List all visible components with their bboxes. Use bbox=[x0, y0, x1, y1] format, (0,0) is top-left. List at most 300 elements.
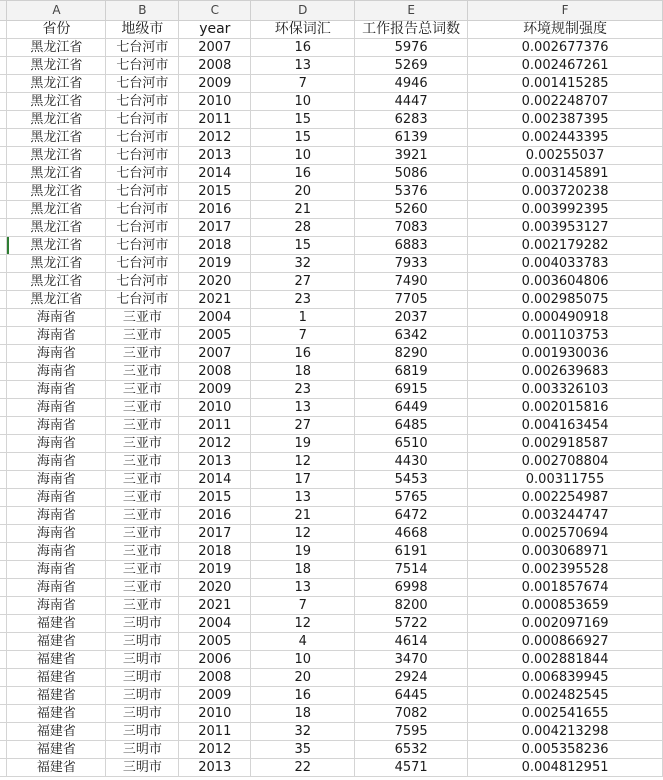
column-header-a[interactable]: A bbox=[7, 1, 106, 21]
cell-regulation[interactable]: 0.002097169 bbox=[468, 615, 663, 633]
cell-province[interactable]: 福建省 bbox=[7, 759, 106, 777]
cell-province[interactable]: 黑龙江省 bbox=[7, 39, 106, 57]
row-gutter[interactable] bbox=[0, 597, 7, 615]
cell-province[interactable]: 海南省 bbox=[7, 489, 106, 507]
cell-city[interactable]: 七台河市 bbox=[106, 201, 179, 219]
row-gutter[interactable] bbox=[0, 381, 7, 399]
cell-total-words[interactable]: 6445 bbox=[355, 687, 468, 705]
cell-regulation[interactable]: 0.003068971 bbox=[468, 543, 663, 561]
row-gutter[interactable] bbox=[0, 705, 7, 723]
row-gutter[interactable] bbox=[0, 543, 7, 561]
cell-env-words[interactable]: 17 bbox=[251, 471, 355, 489]
cell-city[interactable]: 七台河市 bbox=[106, 219, 179, 237]
cell-city[interactable]: 三明市 bbox=[106, 687, 179, 705]
row-gutter[interactable] bbox=[0, 615, 7, 633]
cell-header-total-words[interactable]: 工作报告总词数 bbox=[355, 21, 468, 39]
cell-city[interactable]: 三亚市 bbox=[106, 327, 179, 345]
cell-env-words[interactable]: 16 bbox=[251, 345, 355, 363]
cell-total-words[interactable]: 4571 bbox=[355, 759, 468, 777]
cell-env-words[interactable]: 19 bbox=[251, 435, 355, 453]
cell-province[interactable]: 海南省 bbox=[7, 309, 106, 327]
cell-env-words[interactable]: 20 bbox=[251, 669, 355, 687]
cell-province[interactable]: 海南省 bbox=[7, 435, 106, 453]
cell-regulation[interactable]: 0.002570694 bbox=[468, 525, 663, 543]
cell-regulation[interactable]: 0.002395528 bbox=[468, 561, 663, 579]
cell-city[interactable]: 三亚市 bbox=[106, 597, 179, 615]
cell-regulation[interactable]: 0.003326103 bbox=[468, 381, 663, 399]
cell-year[interactable]: 2010 bbox=[179, 399, 251, 417]
cell-year[interactable]: 2005 bbox=[179, 327, 251, 345]
cell-env-words[interactable]: 7 bbox=[251, 327, 355, 345]
row-gutter[interactable] bbox=[0, 723, 7, 741]
cell-env-words[interactable]: 28 bbox=[251, 219, 355, 237]
cell-regulation[interactable]: 0.003992395 bbox=[468, 201, 663, 219]
cell-city[interactable]: 三亚市 bbox=[106, 471, 179, 489]
cell-province[interactable]: 黑龙江省 bbox=[7, 111, 106, 129]
cell-header-year[interactable]: year bbox=[179, 21, 251, 39]
cell-regulation[interactable]: 0.003953127 bbox=[468, 219, 663, 237]
corner-cell[interactable] bbox=[0, 1, 7, 21]
cell-year[interactable]: 2017 bbox=[179, 525, 251, 543]
row-gutter[interactable] bbox=[0, 561, 7, 579]
row-gutter[interactable] bbox=[0, 291, 7, 309]
cell-province[interactable]: 海南省 bbox=[7, 525, 106, 543]
row-gutter[interactable] bbox=[0, 507, 7, 525]
cell-regulation[interactable]: 0.003720238 bbox=[468, 183, 663, 201]
cell-year[interactable]: 2011 bbox=[179, 723, 251, 741]
cell-province[interactable]: 黑龙江省 bbox=[7, 219, 106, 237]
cell-province[interactable]: 海南省 bbox=[7, 381, 106, 399]
row-gutter[interactable] bbox=[0, 93, 7, 111]
cell-year[interactable]: 2013 bbox=[179, 453, 251, 471]
cell-env-words[interactable]: 12 bbox=[251, 525, 355, 543]
row-gutter[interactable] bbox=[0, 219, 7, 237]
column-header-f[interactable]: F bbox=[468, 1, 663, 21]
cell-city[interactable]: 七台河市 bbox=[106, 255, 179, 273]
cell-regulation[interactable]: 0.00255037 bbox=[468, 147, 663, 165]
cell-env-words[interactable]: 23 bbox=[251, 381, 355, 399]
cell-regulation[interactable]: 0.000853659 bbox=[468, 597, 663, 615]
cell-regulation[interactable]: 0.004163454 bbox=[468, 417, 663, 435]
cell-province[interactable]: 福建省 bbox=[7, 633, 106, 651]
cell-year[interactable]: 2010 bbox=[179, 93, 251, 111]
cell-regulation[interactable]: 0.003244747 bbox=[468, 507, 663, 525]
row-gutter[interactable] bbox=[0, 183, 7, 201]
cell-province[interactable]: 海南省 bbox=[7, 561, 106, 579]
row-gutter[interactable] bbox=[0, 345, 7, 363]
row-gutter[interactable] bbox=[0, 759, 7, 777]
cell-province[interactable]: 福建省 bbox=[7, 741, 106, 759]
cell-year[interactable]: 2010 bbox=[179, 705, 251, 723]
cell-city[interactable]: 三明市 bbox=[106, 741, 179, 759]
cell-env-words[interactable]: 18 bbox=[251, 705, 355, 723]
cell-province[interactable]: 福建省 bbox=[7, 615, 106, 633]
cell-total-words[interactable]: 5376 bbox=[355, 183, 468, 201]
cell-total-words[interactable]: 7514 bbox=[355, 561, 468, 579]
cell-env-words[interactable]: 12 bbox=[251, 615, 355, 633]
cell-regulation[interactable]: 0.003145891 bbox=[468, 165, 663, 183]
cell-total-words[interactable]: 5722 bbox=[355, 615, 468, 633]
cell-city[interactable]: 三明市 bbox=[106, 669, 179, 687]
cell-regulation[interactable]: 0.002639683 bbox=[468, 363, 663, 381]
cell-total-words[interactable]: 6283 bbox=[355, 111, 468, 129]
cell-env-words[interactable]: 7 bbox=[251, 75, 355, 93]
cell-env-words[interactable]: 10 bbox=[251, 651, 355, 669]
cell-year[interactable]: 2015 bbox=[179, 489, 251, 507]
cell-year[interactable]: 2016 bbox=[179, 201, 251, 219]
cell-total-words[interactable]: 4614 bbox=[355, 633, 468, 651]
cell-total-words[interactable]: 6998 bbox=[355, 579, 468, 597]
cell-city[interactable]: 三明市 bbox=[106, 705, 179, 723]
cell-year[interactable]: 2006 bbox=[179, 651, 251, 669]
row-gutter[interactable] bbox=[0, 129, 7, 147]
cell-env-words[interactable]: 32 bbox=[251, 723, 355, 741]
cell-city[interactable]: 七台河市 bbox=[106, 237, 179, 255]
row-gutter[interactable] bbox=[0, 111, 7, 129]
row-gutter[interactable] bbox=[0, 741, 7, 759]
row-gutter[interactable] bbox=[0, 273, 7, 291]
cell-header-env-words[interactable]: 环保词汇 bbox=[251, 21, 355, 39]
cell-env-words[interactable]: 7 bbox=[251, 597, 355, 615]
cell-total-words[interactable]: 6472 bbox=[355, 507, 468, 525]
cell-total-words[interactable]: 5260 bbox=[355, 201, 468, 219]
cell-env-words[interactable]: 18 bbox=[251, 363, 355, 381]
cell-total-words[interactable]: 8200 bbox=[355, 597, 468, 615]
cell-city[interactable]: 七台河市 bbox=[106, 111, 179, 129]
cell-city[interactable]: 七台河市 bbox=[106, 129, 179, 147]
cell-city[interactable]: 三亚市 bbox=[106, 381, 179, 399]
cell-province[interactable]: 黑龙江省 bbox=[7, 93, 106, 111]
cell-total-words[interactable]: 5765 bbox=[355, 489, 468, 507]
cell-regulation[interactable]: 0.001857674 bbox=[468, 579, 663, 597]
cell-env-words[interactable]: 15 bbox=[251, 111, 355, 129]
cell-province[interactable]: 福建省 bbox=[7, 651, 106, 669]
row-gutter[interactable] bbox=[0, 417, 7, 435]
cell-total-words[interactable]: 6485 bbox=[355, 417, 468, 435]
cell-env-words[interactable]: 10 bbox=[251, 93, 355, 111]
cell-header-city[interactable]: 地级市 bbox=[106, 21, 179, 39]
column-header-e[interactable]: E bbox=[355, 1, 468, 21]
column-header-d[interactable]: D bbox=[251, 1, 355, 21]
cell-year[interactable]: 2013 bbox=[179, 759, 251, 777]
cell-regulation[interactable]: 0.004213298 bbox=[468, 723, 663, 741]
cell-year[interactable]: 2008 bbox=[179, 669, 251, 687]
cell-city[interactable]: 三明市 bbox=[106, 723, 179, 741]
cell-regulation[interactable]: 0.000490918 bbox=[468, 309, 663, 327]
cell-year[interactable]: 2011 bbox=[179, 417, 251, 435]
cell-env-words[interactable]: 13 bbox=[251, 399, 355, 417]
row-gutter[interactable] bbox=[0, 75, 7, 93]
cell-city[interactable]: 三亚市 bbox=[106, 489, 179, 507]
cell-total-words[interactable]: 2037 bbox=[355, 309, 468, 327]
cell-province[interactable]: 黑龙江省 bbox=[7, 183, 106, 201]
cell-year[interactable]: 2007 bbox=[179, 345, 251, 363]
cell-total-words[interactable]: 7082 bbox=[355, 705, 468, 723]
row-gutter[interactable] bbox=[0, 525, 7, 543]
cell-year[interactable]: 2014 bbox=[179, 471, 251, 489]
cell-year[interactable]: 2015 bbox=[179, 183, 251, 201]
cell-env-words[interactable]: 10 bbox=[251, 147, 355, 165]
cell-total-words[interactable]: 7595 bbox=[355, 723, 468, 741]
cell-total-words[interactable]: 6915 bbox=[355, 381, 468, 399]
column-header-b[interactable]: B bbox=[106, 1, 179, 21]
cell-province[interactable]: 黑龙江省 bbox=[7, 57, 106, 75]
cell-env-words[interactable]: 15 bbox=[251, 237, 355, 255]
row-gutter[interactable] bbox=[0, 633, 7, 651]
row-gutter[interactable] bbox=[0, 399, 7, 417]
cell-regulation[interactable]: 0.00311755 bbox=[468, 471, 663, 489]
cell-city[interactable]: 三亚市 bbox=[106, 435, 179, 453]
row-gutter[interactable] bbox=[0, 237, 7, 255]
cell-province[interactable]: 海南省 bbox=[7, 507, 106, 525]
cell-year[interactable]: 2005 bbox=[179, 633, 251, 651]
cell-year[interactable]: 2014 bbox=[179, 165, 251, 183]
cell-env-words[interactable]: 15 bbox=[251, 129, 355, 147]
cell-env-words[interactable]: 21 bbox=[251, 507, 355, 525]
cell-year[interactable]: 2009 bbox=[179, 75, 251, 93]
cell-header-regulation[interactable]: 环境规制强度 bbox=[468, 21, 663, 39]
cell-regulation[interactable]: 0.002482545 bbox=[468, 687, 663, 705]
cell-total-words[interactable]: 5086 bbox=[355, 165, 468, 183]
cell-total-words[interactable]: 3921 bbox=[355, 147, 468, 165]
cell-header-province[interactable]: 省份 bbox=[7, 21, 106, 39]
cell-regulation[interactable]: 0.002015816 bbox=[468, 399, 663, 417]
cell-province[interactable]: 福建省 bbox=[7, 705, 106, 723]
cell-year[interactable]: 2019 bbox=[179, 561, 251, 579]
cell-env-words[interactable]: 1 bbox=[251, 309, 355, 327]
cell-city[interactable]: 七台河市 bbox=[106, 75, 179, 93]
cell-year[interactable]: 2007 bbox=[179, 39, 251, 57]
cell-province[interactable]: 海南省 bbox=[7, 453, 106, 471]
cell-province[interactable]: 海南省 bbox=[7, 597, 106, 615]
cell-province[interactable]: 海南省 bbox=[7, 399, 106, 417]
cell-regulation[interactable]: 0.004812951 bbox=[468, 759, 663, 777]
cell-regulation[interactable]: 0.002708804 bbox=[468, 453, 663, 471]
cell-total-words[interactable]: 7705 bbox=[355, 291, 468, 309]
cell-env-words[interactable]: 22 bbox=[251, 759, 355, 777]
cell-year[interactable]: 2004 bbox=[179, 615, 251, 633]
cell-year[interactable]: 2008 bbox=[179, 363, 251, 381]
cell-env-words[interactable]: 4 bbox=[251, 633, 355, 651]
row-gutter[interactable] bbox=[0, 579, 7, 597]
cell-total-words[interactable]: 6883 bbox=[355, 237, 468, 255]
cell-total-words[interactable]: 4447 bbox=[355, 93, 468, 111]
row-gutter[interactable] bbox=[0, 363, 7, 381]
cell-total-words[interactable]: 5976 bbox=[355, 39, 468, 57]
cell-regulation[interactable]: 0.002467261 bbox=[468, 57, 663, 75]
cell-year[interactable]: 2004 bbox=[179, 309, 251, 327]
cell-regulation[interactable]: 0.002248707 bbox=[468, 93, 663, 111]
cell-city[interactable]: 七台河市 bbox=[106, 273, 179, 291]
cell-env-words[interactable]: 12 bbox=[251, 453, 355, 471]
cell-city[interactable]: 三亚市 bbox=[106, 561, 179, 579]
cell-city[interactable]: 三亚市 bbox=[106, 399, 179, 417]
row-gutter[interactable] bbox=[0, 147, 7, 165]
cell-city[interactable]: 三明市 bbox=[106, 759, 179, 777]
cell-year[interactable]: 2011 bbox=[179, 111, 251, 129]
cell-city[interactable]: 七台河市 bbox=[106, 93, 179, 111]
cell-total-words[interactable]: 6510 bbox=[355, 435, 468, 453]
cell-year[interactable]: 2009 bbox=[179, 687, 251, 705]
cell-total-words[interactable]: 6532 bbox=[355, 741, 468, 759]
cell-province[interactable]: 黑龙江省 bbox=[7, 201, 106, 219]
row-gutter[interactable] bbox=[0, 57, 7, 75]
cell-year[interactable]: 2012 bbox=[179, 741, 251, 759]
cell-regulation[interactable]: 0.002985075 bbox=[468, 291, 663, 309]
cell-year[interactable]: 2012 bbox=[179, 435, 251, 453]
row-gutter[interactable] bbox=[0, 669, 7, 687]
cell-regulation[interactable]: 0.002677376 bbox=[468, 39, 663, 57]
cell-env-words[interactable]: 27 bbox=[251, 273, 355, 291]
cell-province[interactable]: 海南省 bbox=[7, 417, 106, 435]
cell-regulation[interactable]: 0.002541655 bbox=[468, 705, 663, 723]
cell-total-words[interactable]: 3470 bbox=[355, 651, 468, 669]
cell-city[interactable]: 三亚市 bbox=[106, 507, 179, 525]
cell-city[interactable]: 三明市 bbox=[106, 651, 179, 669]
cell-total-words[interactable]: 6191 bbox=[355, 543, 468, 561]
cell-total-words[interactable]: 6342 bbox=[355, 327, 468, 345]
cell-province[interactable]: 海南省 bbox=[7, 345, 106, 363]
cell-year[interactable]: 2012 bbox=[179, 129, 251, 147]
cell-env-words[interactable]: 20 bbox=[251, 183, 355, 201]
cell-total-words[interactable]: 8290 bbox=[355, 345, 468, 363]
cell-total-words[interactable]: 4430 bbox=[355, 453, 468, 471]
cell-year[interactable]: 2017 bbox=[179, 219, 251, 237]
cell-province[interactable]: 黑龙江省 bbox=[7, 237, 106, 255]
cell-province[interactable]: 福建省 bbox=[7, 723, 106, 741]
row-gutter[interactable] bbox=[0, 687, 7, 705]
cell-total-words[interactable]: 4668 bbox=[355, 525, 468, 543]
cell-env-words[interactable]: 13 bbox=[251, 489, 355, 507]
row-gutter[interactable] bbox=[0, 453, 7, 471]
cell-city[interactable]: 七台河市 bbox=[106, 147, 179, 165]
cell-total-words[interactable]: 5453 bbox=[355, 471, 468, 489]
cell-env-words[interactable]: 27 bbox=[251, 417, 355, 435]
cell-regulation[interactable]: 0.002443395 bbox=[468, 129, 663, 147]
cell-province[interactable]: 福建省 bbox=[7, 669, 106, 687]
cell-regulation[interactable]: 0.002881844 bbox=[468, 651, 663, 669]
cell-year[interactable]: 2021 bbox=[179, 597, 251, 615]
cell-year[interactable]: 2019 bbox=[179, 255, 251, 273]
cell-city[interactable]: 三亚市 bbox=[106, 525, 179, 543]
cell-total-words[interactable]: 2924 bbox=[355, 669, 468, 687]
cell-province[interactable]: 黑龙江省 bbox=[7, 273, 106, 291]
cell-city[interactable]: 三亚市 bbox=[106, 579, 179, 597]
cell-year[interactable]: 2020 bbox=[179, 273, 251, 291]
cell-env-words[interactable]: 21 bbox=[251, 201, 355, 219]
cell-province[interactable]: 黑龙江省 bbox=[7, 291, 106, 309]
cell-env-words[interactable]: 13 bbox=[251, 57, 355, 75]
cell-province[interactable]: 黑龙江省 bbox=[7, 165, 106, 183]
cell-regulation[interactable]: 0.001930036 bbox=[468, 345, 663, 363]
cell-province[interactable]: 海南省 bbox=[7, 543, 106, 561]
cell-city[interactable]: 三亚市 bbox=[106, 417, 179, 435]
cell-year[interactable]: 2009 bbox=[179, 381, 251, 399]
cell-city[interactable]: 七台河市 bbox=[106, 57, 179, 75]
cell-env-words[interactable]: 35 bbox=[251, 741, 355, 759]
cell-env-words[interactable]: 19 bbox=[251, 543, 355, 561]
cell-env-words[interactable]: 18 bbox=[251, 561, 355, 579]
cell-city[interactable]: 三亚市 bbox=[106, 309, 179, 327]
cell-year[interactable]: 2013 bbox=[179, 147, 251, 165]
row-gutter[interactable] bbox=[0, 255, 7, 273]
cell-env-words[interactable]: 13 bbox=[251, 579, 355, 597]
cell-city[interactable]: 七台河市 bbox=[106, 39, 179, 57]
cell-city[interactable]: 七台河市 bbox=[106, 183, 179, 201]
row-gutter[interactable] bbox=[0, 489, 7, 507]
cell-year[interactable]: 2016 bbox=[179, 507, 251, 525]
cell-city[interactable]: 三亚市 bbox=[106, 453, 179, 471]
cell-regulation[interactable]: 0.002179282 bbox=[468, 237, 663, 255]
cell-province[interactable]: 黑龙江省 bbox=[7, 147, 106, 165]
cell-env-words[interactable]: 32 bbox=[251, 255, 355, 273]
cell-city[interactable]: 三亚市 bbox=[106, 363, 179, 381]
row-gutter[interactable] bbox=[0, 201, 7, 219]
cell-province[interactable]: 黑龙江省 bbox=[7, 255, 106, 273]
row-gutter[interactable] bbox=[0, 327, 7, 345]
cell-city[interactable]: 七台河市 bbox=[106, 165, 179, 183]
cell-year[interactable]: 2008 bbox=[179, 57, 251, 75]
cell-city[interactable]: 三明市 bbox=[106, 633, 179, 651]
cell-year[interactable]: 2018 bbox=[179, 543, 251, 561]
row-gutter[interactable] bbox=[0, 39, 7, 57]
cell-total-words[interactable]: 6139 bbox=[355, 129, 468, 147]
cell-city[interactable]: 七台河市 bbox=[106, 291, 179, 309]
cell-province[interactable]: 海南省 bbox=[7, 363, 106, 381]
cell-total-words[interactable]: 4946 bbox=[355, 75, 468, 93]
cell-city[interactable]: 三亚市 bbox=[106, 345, 179, 363]
cell-province[interactable]: 福建省 bbox=[7, 687, 106, 705]
cell-province[interactable]: 黑龙江省 bbox=[7, 75, 106, 93]
cell-province[interactable]: 海南省 bbox=[7, 579, 106, 597]
cell-regulation[interactable]: 0.002918587 bbox=[468, 435, 663, 453]
cell-regulation[interactable]: 0.004033783 bbox=[468, 255, 663, 273]
row-gutter[interactable] bbox=[0, 21, 7, 39]
row-gutter[interactable] bbox=[0, 651, 7, 669]
cell-regulation[interactable]: 0.000866927 bbox=[468, 633, 663, 651]
cell-total-words[interactable]: 7933 bbox=[355, 255, 468, 273]
cell-city[interactable]: 三亚市 bbox=[106, 543, 179, 561]
cell-total-words[interactable]: 6449 bbox=[355, 399, 468, 417]
cell-env-words[interactable]: 23 bbox=[251, 291, 355, 309]
row-gutter[interactable] bbox=[0, 435, 7, 453]
cell-regulation[interactable]: 0.002254987 bbox=[468, 489, 663, 507]
cell-regulation[interactable]: 0.005358236 bbox=[468, 741, 663, 759]
row-gutter[interactable] bbox=[0, 471, 7, 489]
cell-province[interactable]: 海南省 bbox=[7, 327, 106, 345]
cell-regulation[interactable]: 0.001103753 bbox=[468, 327, 663, 345]
cell-city[interactable]: 三明市 bbox=[106, 615, 179, 633]
cell-total-words[interactable]: 7490 bbox=[355, 273, 468, 291]
cell-year[interactable]: 2018 bbox=[179, 237, 251, 255]
row-gutter[interactable] bbox=[0, 165, 7, 183]
cell-env-words[interactable]: 16 bbox=[251, 39, 355, 57]
cell-env-words[interactable]: 16 bbox=[251, 687, 355, 705]
column-header-c[interactable]: C bbox=[179, 1, 251, 21]
cell-province[interactable]: 海南省 bbox=[7, 471, 106, 489]
cell-regulation[interactable]: 0.001415285 bbox=[468, 75, 663, 93]
cell-regulation[interactable]: 0.006839945 bbox=[468, 669, 663, 687]
cell-total-words[interactable]: 5269 bbox=[355, 57, 468, 75]
cell-year[interactable]: 2021 bbox=[179, 291, 251, 309]
row-gutter[interactable] bbox=[0, 309, 7, 327]
cell-year[interactable]: 2020 bbox=[179, 579, 251, 597]
cell-regulation[interactable]: 0.003604806 bbox=[468, 273, 663, 291]
cell-total-words[interactable]: 6819 bbox=[355, 363, 468, 381]
cell-total-words[interactable]: 7083 bbox=[355, 219, 468, 237]
cell-province[interactable]: 黑龙江省 bbox=[7, 129, 106, 147]
cell-regulation[interactable]: 0.002387395 bbox=[468, 111, 663, 129]
